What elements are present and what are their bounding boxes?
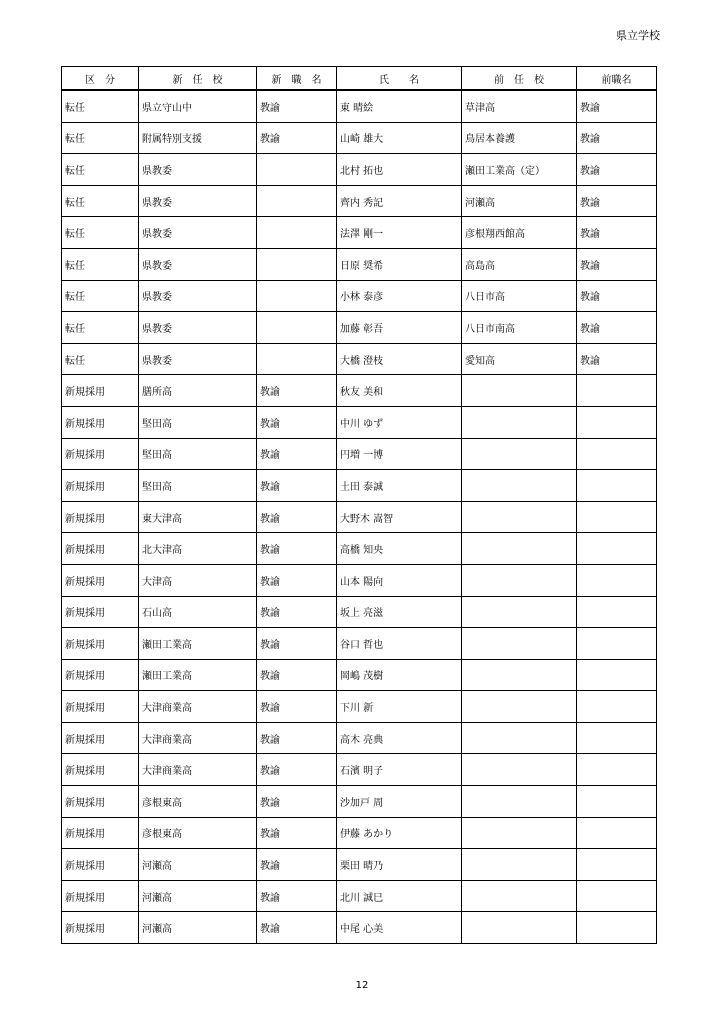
cell-previous-school (462, 628, 577, 660)
cell-name: 高木 亮典 (337, 722, 462, 754)
cell-new-school: 石山高 (139, 596, 257, 628)
cell-new-school: 河瀬高 (139, 912, 257, 944)
cell-category: 新規採用 (62, 912, 139, 944)
cell-name: 大野木 嵩智 (337, 501, 462, 533)
cell-new-position (257, 154, 337, 186)
cell-previous-position (577, 501, 657, 533)
cell-previous-position (577, 754, 657, 786)
cell-name: 山崎 雄大 (337, 122, 462, 154)
cell-new-position: 教諭 (257, 564, 337, 596)
cell-category: 新規採用 (62, 817, 139, 849)
cell-previous-school (462, 880, 577, 912)
cell-previous-school: 高島高 (462, 248, 577, 280)
cell-name: 沙加戸 周 (337, 786, 462, 818)
table-row (62, 786, 657, 818)
table-row (62, 154, 657, 186)
cell-new-school: 北大津高 (139, 533, 257, 565)
table-row (62, 880, 657, 912)
cell-category: 新規採用 (62, 596, 139, 628)
table-row (62, 659, 657, 691)
column-header-name: 氏 名 (337, 67, 462, 91)
cell-previous-position (577, 786, 657, 818)
cell-new-position (257, 248, 337, 280)
cell-new-school: 東大津高 (139, 501, 257, 533)
cell-new-school: 県教委 (139, 280, 257, 312)
cell-previous-school (462, 722, 577, 754)
cell-previous-school (462, 564, 577, 596)
cell-name: 山本 陽向 (337, 564, 462, 596)
cell-previous-position (577, 659, 657, 691)
cell-new-position: 教諭 (257, 754, 337, 786)
cell-new-position (257, 280, 337, 312)
cell-new-school: 膳所高 (139, 375, 257, 407)
cell-previous-position: 教諭 (577, 343, 657, 375)
table-row (62, 90, 657, 122)
cell-previous-school: 八日市高 (462, 280, 577, 312)
cell-new-position: 教諭 (257, 849, 337, 881)
cell-category: 新規採用 (62, 470, 139, 502)
cell-previous-position: 教諭 (577, 122, 657, 154)
cell-new-school: 附属特別支援 (139, 122, 257, 154)
table-row (62, 248, 657, 280)
cell-new-position: 教諭 (257, 596, 337, 628)
cell-new-position: 教諭 (257, 406, 337, 438)
cell-category: 新規採用 (62, 406, 139, 438)
column-header-category: 区 分 (62, 67, 139, 91)
table-row (62, 280, 657, 312)
cell-new-position: 教諭 (257, 722, 337, 754)
cell-new-position: 教諭 (257, 122, 337, 154)
cell-new-school: 大津商業高 (139, 754, 257, 786)
cell-new-school: 県教委 (139, 312, 257, 344)
cell-previous-school (462, 470, 577, 502)
cell-new-school: 大津高 (139, 564, 257, 596)
cell-new-school: 河瀬高 (139, 849, 257, 881)
cell-previous-school: 鳥居本養護 (462, 122, 577, 154)
column-header-new-school: 新 任 校 (139, 67, 257, 91)
cell-new-position: 教諭 (257, 659, 337, 691)
cell-category: 新規採用 (62, 564, 139, 596)
cell-new-position: 教諭 (257, 375, 337, 407)
cell-previous-school (462, 501, 577, 533)
cell-new-position: 教諭 (257, 880, 337, 912)
cell-name: 伊藤 あかり (337, 817, 462, 849)
cell-name: 法澤 剛一 (337, 217, 462, 249)
column-header-previous-school: 前 任 校 (462, 67, 577, 91)
cell-previous-position (577, 406, 657, 438)
cell-category: 転任 (62, 343, 139, 375)
cell-previous-school (462, 912, 577, 944)
cell-new-school: 大津商業高 (139, 722, 257, 754)
cell-new-school: 彦根東高 (139, 786, 257, 818)
table-row (62, 185, 657, 217)
cell-previous-school: 河瀬高 (462, 185, 577, 217)
cell-new-position: 教諭 (257, 691, 337, 723)
cell-new-position (257, 312, 337, 344)
cell-name: 土田 泰誠 (337, 470, 462, 502)
cell-previous-school (462, 375, 577, 407)
personnel-table (61, 66, 657, 944)
cell-previous-position (577, 722, 657, 754)
cell-name: 小林 泰彦 (337, 280, 462, 312)
cell-new-position (257, 217, 337, 249)
cell-previous-position (577, 628, 657, 660)
cell-name: 北村 拓也 (337, 154, 462, 186)
cell-category: 新規採用 (62, 849, 139, 881)
cell-new-school: 県教委 (139, 154, 257, 186)
cell-new-position: 教諭 (257, 470, 337, 502)
cell-previous-school: 瀬田工業高（定） (462, 154, 577, 186)
table-row (62, 754, 657, 786)
table-row (62, 596, 657, 628)
table-row (62, 722, 657, 754)
cell-previous-position: 教諭 (577, 248, 657, 280)
cell-name: 谷口 哲也 (337, 628, 462, 660)
cell-previous-school: 彦根翔西館高 (462, 217, 577, 249)
cell-previous-position: 教諭 (577, 185, 657, 217)
cell-name: 東 晴絵 (337, 90, 462, 122)
cell-category: 新規採用 (62, 754, 139, 786)
cell-new-position (257, 343, 337, 375)
cell-new-position: 教諭 (257, 501, 337, 533)
cell-new-position (257, 185, 337, 217)
cell-previous-school (462, 691, 577, 723)
cell-name: 栗田 晴乃 (337, 849, 462, 881)
cell-name: 高橋 知央 (337, 533, 462, 565)
cell-name: 大橋 澄枝 (337, 343, 462, 375)
table-row (62, 438, 657, 470)
column-header-new-position: 新 職 名 (257, 67, 337, 91)
cell-category: 転任 (62, 185, 139, 217)
school-category-label: 県立学校 (616, 29, 660, 42)
cell-category: 新規採用 (62, 533, 139, 565)
cell-previous-school (462, 596, 577, 628)
cell-category: 新規採用 (62, 786, 139, 818)
cell-new-position: 教諭 (257, 90, 337, 122)
cell-new-position: 教諭 (257, 533, 337, 565)
cell-name: 日原 奨希 (337, 248, 462, 280)
cell-new-school: 県教委 (139, 248, 257, 280)
cell-name: 下川 新 (337, 691, 462, 723)
cell-category: 新規採用 (62, 691, 139, 723)
cell-name: 円増 一博 (337, 438, 462, 470)
page-number: 12 (355, 980, 369, 991)
table-row (62, 849, 657, 881)
cell-category: 新規採用 (62, 722, 139, 754)
cell-new-school: 大津商業高 (139, 691, 257, 723)
cell-previous-position: 教諭 (577, 90, 657, 122)
cell-category: 新規採用 (62, 659, 139, 691)
table-row (62, 470, 657, 502)
table-row (62, 406, 657, 438)
table-row (62, 217, 657, 249)
cell-name: 中川 ゆず (337, 406, 462, 438)
cell-name: 中尾 心美 (337, 912, 462, 944)
cell-new-school: 堅田高 (139, 470, 257, 502)
cell-previous-school (462, 438, 577, 470)
cell-previous-school: 八日市南高 (462, 312, 577, 344)
cell-previous-position: 教諭 (577, 217, 657, 249)
cell-previous-school: 草津高 (462, 90, 577, 122)
cell-name: 石濱 明子 (337, 754, 462, 786)
table-row (62, 312, 657, 344)
cell-category: 新規採用 (62, 628, 139, 660)
table-body (62, 90, 657, 944)
cell-previous-school: 愛知高 (462, 343, 577, 375)
cell-previous-position (577, 438, 657, 470)
cell-new-school: 堅田高 (139, 438, 257, 470)
cell-name: 秋友 美和 (337, 375, 462, 407)
table-row (62, 501, 657, 533)
cell-previous-school (462, 849, 577, 881)
cell-new-school: 瀬田工業高 (139, 659, 257, 691)
cell-name: 齊内 秀記 (337, 185, 462, 217)
cell-new-school: 堅田高 (139, 406, 257, 438)
cell-category: 転任 (62, 217, 139, 249)
table-row (62, 343, 657, 375)
cell-category: 転任 (62, 312, 139, 344)
cell-previous-position (577, 375, 657, 407)
cell-category: 新規採用 (62, 501, 139, 533)
cell-category: 転任 (62, 90, 139, 122)
table-row (62, 122, 657, 154)
cell-previous-school (462, 406, 577, 438)
cell-previous-position (577, 691, 657, 723)
cell-previous-position: 教諭 (577, 312, 657, 344)
cell-category: 転任 (62, 122, 139, 154)
cell-name: 加藤 彰吾 (337, 312, 462, 344)
table-row (62, 628, 657, 660)
cell-category: 新規採用 (62, 438, 139, 470)
cell-new-position: 教諭 (257, 912, 337, 944)
cell-previous-school (462, 533, 577, 565)
cell-previous-position (577, 596, 657, 628)
cell-name: 北川 誠巳 (337, 880, 462, 912)
cell-new-school: 県立守山中 (139, 90, 257, 122)
cell-previous-position: 教諭 (577, 280, 657, 312)
cell-previous-position (577, 470, 657, 502)
cell-previous-school (462, 786, 577, 818)
cell-new-school: 県教委 (139, 217, 257, 249)
cell-new-position: 教諭 (257, 628, 337, 660)
cell-new-school: 県教委 (139, 185, 257, 217)
cell-new-position: 教諭 (257, 438, 337, 470)
cell-name: 坂上 亮滋 (337, 596, 462, 628)
cell-category: 転任 (62, 280, 139, 312)
cell-new-school: 彦根東高 (139, 817, 257, 849)
cell-category: 転任 (62, 248, 139, 280)
cell-previous-position (577, 880, 657, 912)
cell-previous-position: 教諭 (577, 154, 657, 186)
cell-previous-school (462, 659, 577, 691)
table-row (62, 817, 657, 849)
table-header-row (62, 67, 657, 91)
cell-previous-position (577, 533, 657, 565)
table-row (62, 564, 657, 596)
column-header-previous-position: 前職名 (577, 67, 657, 91)
cell-previous-position (577, 849, 657, 881)
cell-category: 新規採用 (62, 880, 139, 912)
table-row (62, 691, 657, 723)
table-row (62, 912, 657, 944)
cell-previous-school (462, 754, 577, 786)
cell-previous-position (577, 912, 657, 944)
cell-new-position: 教諭 (257, 817, 337, 849)
cell-category: 転任 (62, 154, 139, 186)
cell-new-school: 河瀬高 (139, 880, 257, 912)
cell-new-school: 瀬田工業高 (139, 628, 257, 660)
cell-previous-position (577, 817, 657, 849)
cell-previous-position (577, 564, 657, 596)
cell-new-position: 教諭 (257, 786, 337, 818)
table-row (62, 375, 657, 407)
cell-new-school: 県教委 (139, 343, 257, 375)
cell-previous-school (462, 817, 577, 849)
cell-name: 岡嶋 茂樹 (337, 659, 462, 691)
cell-category: 新規採用 (62, 375, 139, 407)
table-row (62, 533, 657, 565)
